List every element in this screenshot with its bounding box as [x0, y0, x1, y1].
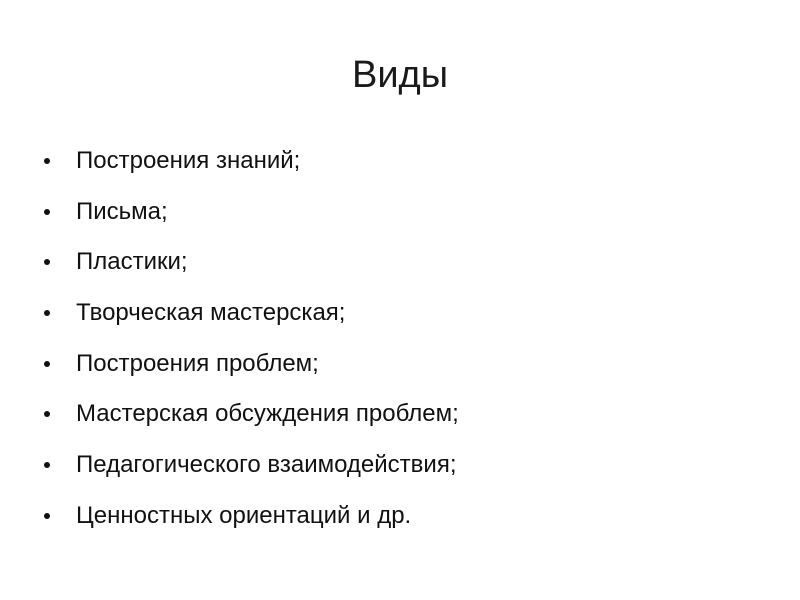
list-item-label: Письма; [76, 197, 168, 225]
list-item-label: Пластики; [76, 248, 188, 276]
list-item-label: Ценностных ориентаций и др. [76, 501, 412, 529]
list-item-label: Построения знаний; [76, 147, 301, 174]
bullet-icon [44, 310, 50, 316]
bullet-icon [44, 411, 50, 417]
slide-title: Виды [351, 54, 449, 96]
list-item-label: Творческая мастерская; [76, 299, 346, 327]
bullet-icon [44, 513, 50, 519]
bullet-icon [44, 361, 50, 367]
list-item-label: Педагогического взаимодействия; [76, 451, 457, 479]
list-item-label: Мастерская обсуждения проблем; [76, 400, 459, 428]
bullet-icon [44, 158, 50, 164]
bullet-icon [44, 259, 50, 265]
bullet-icon [44, 209, 50, 215]
list-item-label: Построения проблем; [76, 349, 319, 377]
bullet-icon [44, 462, 50, 468]
